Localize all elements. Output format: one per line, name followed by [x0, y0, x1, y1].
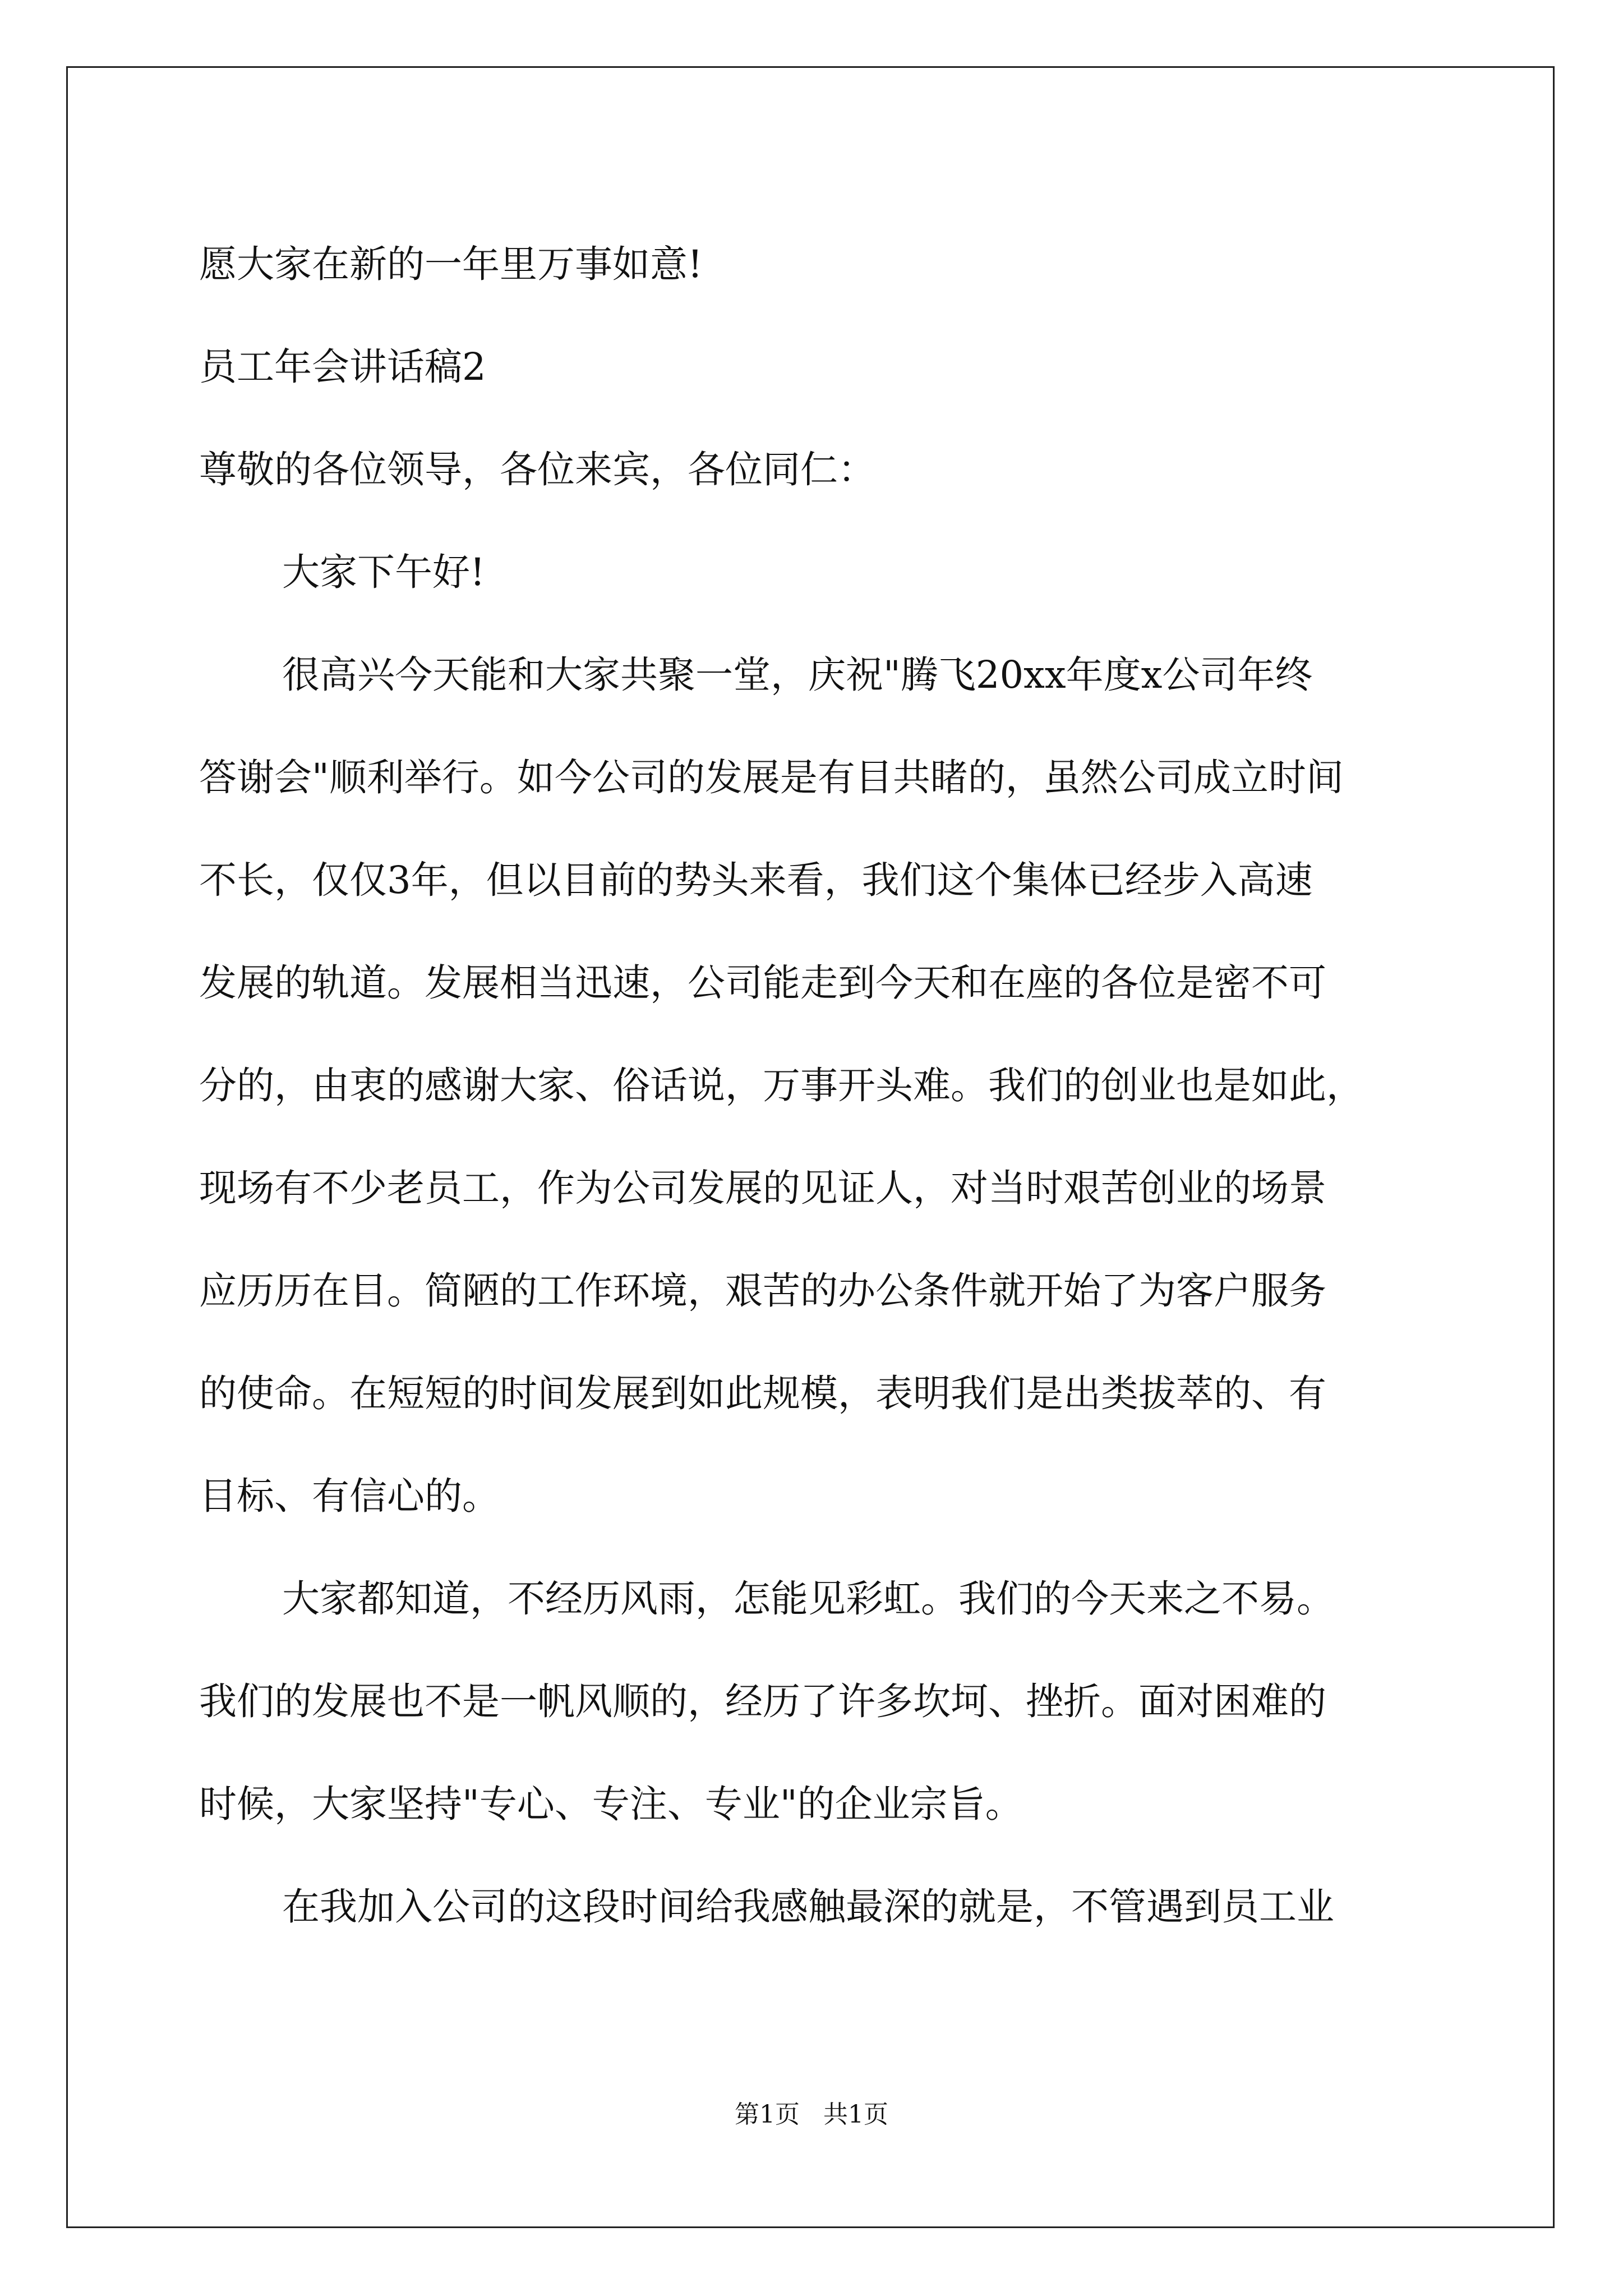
text-line: 我们的发展也不是一帆风顺的，经历了许多坎坷、挫折。面对困难的: [199, 1680, 1326, 1723]
text-line: 答谢会"顺利举行。如今公司的发展是有目共睹的，虽然公司成立时间: [199, 756, 1344, 799]
text-line: 的使命。在短短的时间发展到如此规模，表明我们是出类拔萃的、有: [199, 1372, 1326, 1415]
text-line: 发展的轨道。发展相当迅速，公司能走到今天和在座的各位是密不可: [199, 961, 1326, 1005]
text-line: 大家都知道，不经历风雨，怎能见彩虹。我们的今天来之不易。: [282, 1577, 1334, 1621]
text-line: 不长，仅仅3年，但以目前的势头来看，我们这个集体已经步入高速: [199, 858, 1313, 902]
text-line: 很高兴今天能和大家共聚一堂，庆祝"腾飞20xx年度x公司年终: [282, 653, 1313, 697]
section-title: 员工年会讲话稿2: [199, 345, 486, 389]
text-line: 目标、有信心的。: [199, 1474, 500, 1518]
salutation: 尊敬的各位领导，各位来宾，各位同仁：: [199, 448, 875, 491]
text-line: 愿大家在新的一年里万事如意!: [199, 242, 703, 286]
text-line: 在我加入公司的这段时间给我感触最深的就是，不管遇到员工业: [282, 1885, 1334, 1929]
text-line: 现场有不少老员工，作为公司发展的见证人，对当时艰苦创业的场景: [199, 1166, 1326, 1210]
text-line: 时候，大家坚持"专心、专注、专业"的企业宗旨。: [199, 1782, 1023, 1826]
text-line: 分的，由衷的感谢大家、俗话说，万事开头难。我们的创业也是如此，: [199, 1064, 1364, 1107]
page-number-footer: 第1页 共1页: [735, 2100, 888, 2129]
greeting: 大家下午好!: [282, 550, 485, 594]
document-body: [199, 213, 1433, 1958]
text-line: 应历历在目。简陋的工作环境，艰苦的办公条件就开始了为客户服务: [199, 1269, 1326, 1313]
